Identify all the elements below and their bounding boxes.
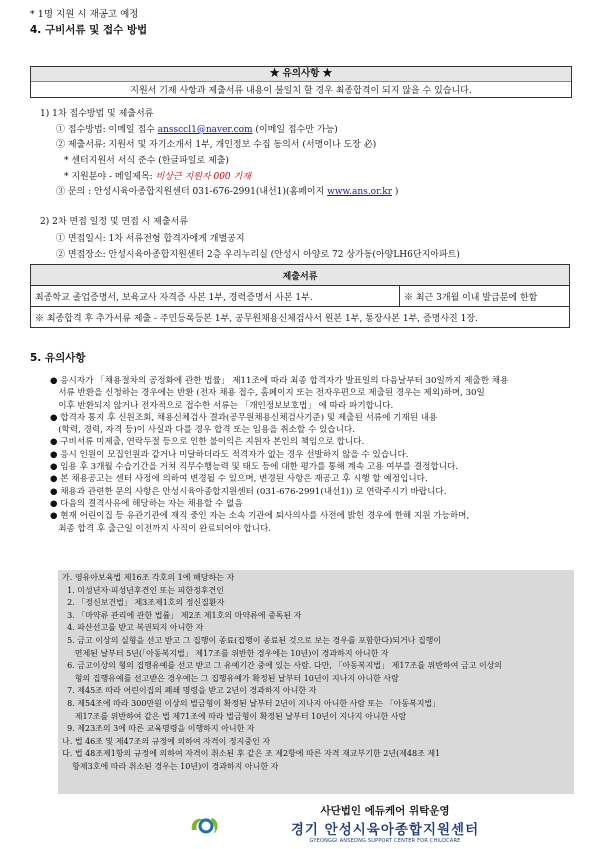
interview-date: ① 면접일시: 1차 서류전형 합격자에게 개별공지	[56, 234, 245, 244]
final-documents-cell: ※ 최종합격 후 추가서류 제출 - 주민등록등본 1부, 공무원채용신체검사서 원본 1부, 통장사본 1부, 증명사진 1장.	[31, 307, 570, 328]
disqualification-item: 면제된 날부터 5년(「아동복지법」 제17조를 위반한 경우에는 10년)이 경과하지 아니한 자	[62, 648, 389, 658]
homepage-link[interactable]: www.ans.or.kr	[327, 187, 393, 197]
bullet-line: 서류 반환을 신청하는 경우에는 반환 (전자 채용 접수, 홈페이지 또는 전자우편으로 제출된 경우는 제외)하며, 30일	[50, 388, 485, 399]
bullet-line: 이후 반환되지 않거나 전자적으로 접수한 서류는 「개인정보보호법」 에 따라 파기합니다.	[50, 400, 394, 411]
documents-cell: 최종학교 졸업증명서, 보육교사 자격증 사본 1부, 경력증명서 사본 1부.	[31, 286, 400, 307]
disqualification-item: 8. 제54조에 따라 300만원 이상의 벌금형이 확정된 날부터 2년이 지나지 아니한 사람 또는 「아동복지법」	[62, 698, 441, 708]
bullet-line: ● 응시 인원이 모집인원과 같거나 미달하더라도 적격자가 없는 경우 선발하지 않을 수 있습니다.	[50, 449, 409, 460]
disqualification-item: 5. 금고 이상의 실형을 선고 받고 그 집행이 종료(집행이 종료된 것으로 보는 경우를 포함한다)되거나 집행이	[62, 635, 442, 645]
footer-org-name: 경기 안성시육아종합지원센터	[290, 822, 480, 838]
bullet-line: ● 임용 후 3개월 수습기간을 거쳐 직무수행능력 및 태도 등에 대한 평가를 통해 계속 고용 여부를 결정합니다.	[50, 462, 459, 473]
bullet-line: 최종 합격 후 출근일 이전까지 사직이 완료되어야 합니다.	[50, 523, 271, 534]
form-note: * 센터지원서 서식 준수 (한글파일로 제출)	[64, 156, 229, 166]
disqualification-item: 제17조를 위반하여 같은 법 제71조에 따라 벌금형이 확정된 날부터 10년이 지나지 아니한 사람	[62, 711, 407, 721]
disqualification-list	[62, 572, 574, 774]
bullet-line: ● 현재 어린이집 등 유관기관에 재직 중인 자는 소속 기관에 퇴사의사를 사전에 밝힌 경우에 한해 지원 가능하며,	[50, 511, 470, 522]
documents-note-cell: ※ 최근 3개월 이내 발급분에 한함	[400, 286, 570, 307]
notice-box	[30, 66, 572, 98]
bullet-line: ● 응시자가 「채용절차의 공정화에 관한 법률」 제11조에 따라 최종 합격자가 발표일의 다음날부터 30일까지 제출한 채용	[50, 376, 509, 386]
apply-email-link[interactable]: anssccl1@naver.com	[157, 125, 253, 135]
disqualification-item: 나. 법 46조 및 제47조의 규정에 의하여 자격이 정지중인 자	[62, 736, 271, 746]
notice-bullets	[50, 375, 578, 535]
documents-table	[30, 264, 570, 328]
section4-title: 4. 구비서류 및 접수 방법	[30, 24, 148, 36]
sub2-title: 2) 2차 면접 일정 및 면접 시 제출서류	[40, 217, 189, 227]
bullet-line: ● 구비서류 미제출, 연락두절 등으로 인한 불이익은 지원자 본인의 책임으로 합니다.	[50, 437, 365, 448]
notice-header: ★ 유의사항 ★	[31, 67, 571, 82]
email-subject-line	[64, 169, 251, 182]
email-subject-prefix: * 지원분야 - 메일제목:	[64, 172, 156, 182]
contact-prefix: ③ 문의 : 안성시육아종합지원센터 031-676-2991(내선1)(홈페이지	[56, 187, 328, 197]
disqualification-item: 2. 「정신보건법」 제3조제1호의 정신질환자	[62, 598, 225, 608]
documents-table-header: 제출서류	[31, 265, 570, 286]
disqualification-item: 다. 법 48조제1항의 규정에 의하여 자격이 취소된 후 같은 조 제2항에 따른 자격 재교부기한 2년(제48조 제1	[62, 749, 441, 759]
bullet-line: (학력, 경력, 자격 등)이 사실과 다를 경우 합격 또는 임용을 취소할 수 있습니다.	[50, 425, 355, 436]
interview-place: ② 면접장소: 안성시육아종합지원센터 2층 우리누리실 (안성시 아양로 72 상가동(아양LH6단지아파트)	[56, 250, 460, 260]
footer-org-english: GYEONGGI ANSEONG SUPPORT CENTER FOR CHILDCARE	[309, 838, 461, 844]
disqualification-item: 항제3호에 따라 취소된 경우는 10년)이 경과하지 아니한 자	[62, 761, 279, 771]
disqualification-item: 가. 영유아보육법 제16조 각호의 1에 해당하는 자	[62, 573, 235, 582]
email-subject-example: 비상근 지원자 000 기재	[155, 172, 251, 182]
disqualification-item: 6. 금고이상의 형의 집행유예를 선고 받고 그 유예기간 중에 있는 사람. 다만, 「아동복지법」 제17조를 위반하여 금고 이상의	[62, 661, 503, 671]
disqualification-item: 형의 집행유예를 선고받은 경우에는 그 집행유예가 확정된 날부터 10년이 지나지 아니한 사람	[62, 673, 399, 683]
bullet-line: ● 본 채용공고는 센터 사정에 의하여 변경될 수 있으며, 변경된 사항은 재공고 후 시행 할 예정입니다.	[50, 474, 428, 485]
disqualification-item: 4. 파산선고를 받고 복권되지 아니한 자	[62, 623, 204, 633]
disqualification-item: 3. 「마약류 관리에 관한 법률」 제2조 제1호의 마약류에 중독된 자	[62, 610, 302, 620]
recruit-note: * 1명 지원 시 재공고 예정	[30, 9, 139, 20]
bullet-line: ● 합격자 통지 후 신원조회, 채용신체검사 결과(공무원채용신체검사기준) 및 제출된 서류에 기재된 내용	[50, 412, 438, 423]
docs-line: ② 제출서류: 지원서 및 자기소개서 1부, 개인정보 수집 동의서 (서명이나 도장 必)	[56, 140, 377, 150]
bullet-line: ● 다음의 결격사유에 해당하는 자는 채용할 수 없음	[50, 498, 243, 509]
disqualification-item: 9. 제23조의 3에 따른 교육명령을 이행하지 아니한 자	[62, 724, 255, 734]
sub1-title: 1) 1차 접수방법 및 제출서류	[40, 109, 154, 119]
notice-text: 지원서 기재 사항과 제출서류 내용이 불일치 할 경우 최종합격이 되지 않을 수 있습니다.	[130, 86, 472, 96]
footer-org-top: 사단법인 에듀케어 위탁운영	[320, 805, 450, 817]
contact-line	[56, 184, 398, 197]
method-prefix: ① 접수방법: 이메일 접수	[56, 125, 158, 135]
method-suffix: (이메일 접수만 가능)	[252, 125, 338, 135]
disqualification-item: 7. 제45조 따라 어린이집의 폐쇄 명령을 받고 2년이 경과하지 아니한 자	[62, 686, 317, 696]
footer-org	[200, 803, 570, 844]
disqualification-item: 1. 미성년자·피성년후견인 또는 피한정후견인	[62, 585, 224, 595]
bullet-line: ● 채용과 관련한 문의 사항은 안성시육아종합지원센터 (031-676-2991(내선1)) 로 연락주시기 바랍니다.	[50, 486, 447, 497]
contact-suffix: )	[392, 187, 399, 197]
method-line	[56, 122, 338, 135]
section5-title: 5. 유의사항	[30, 352, 86, 364]
